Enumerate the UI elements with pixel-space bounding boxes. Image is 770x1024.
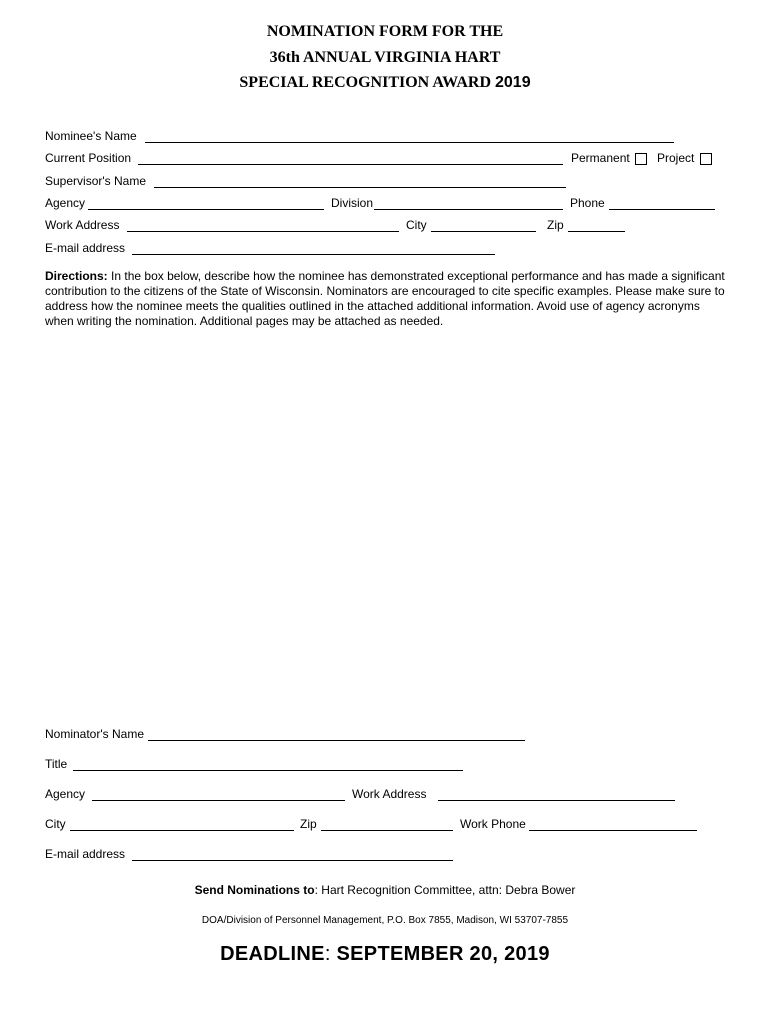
directions-heading: Directions:: [45, 269, 108, 283]
permanent-checkbox[interactable]: [635, 153, 647, 165]
nominator-city-field[interactable]: [70, 830, 294, 831]
division-label: Division: [331, 196, 374, 210]
phone-label: Phone: [570, 196, 605, 210]
permanent-label: Permanent: [571, 151, 630, 165]
form-title-award: SPECIAL RECOGNITION AWARD: [239, 74, 491, 91]
send-nominations-colon: :: [314, 883, 318, 897]
nominee-agency-field[interactable]: [88, 209, 324, 210]
nominee-city-label: City: [406, 218, 427, 232]
nominator-work-address-field[interactable]: [438, 800, 675, 801]
send-nominations-heading: Send Nominations to: [194, 883, 315, 897]
nominee-agency-label: Agency: [45, 196, 86, 210]
mailing-address: DOA/Division of Personnel Management, P.O. Box 7855, Madison, WI 53707-7855: [201, 915, 569, 926]
nominator-city-label: City: [45, 817, 66, 831]
nominator-zip-field[interactable]: [321, 830, 453, 831]
nominator-name-label: Nominator's Name: [45, 727, 144, 741]
form-title-line-2: 36th ANNUAL VIRGINIA HART: [269, 49, 501, 66]
nominee-zip-field[interactable]: [568, 231, 625, 232]
deadline-date: SEPTEMBER 20, 2019: [336, 943, 550, 965]
directions-text: In the box below, describe how the nominee has demonstrated exceptional performance and has made a significant contribution to the citizens of the State of Wisconsin. Nominators are encouraged to cite specific examples. Please make sure to address how the nominee meets the qualities outlined in the attached additional information. Avoid use of agency acronyms when writing the nomination. Additional pages may be attached as needed.: [45, 269, 725, 328]
current-position-field[interactable]: [138, 164, 563, 165]
supervisor-name-label: Supervisor's Name: [45, 174, 146, 188]
project-label: Project: [657, 151, 695, 165]
nominee-zip-label: Zip: [547, 218, 564, 232]
nominator-email-field[interactable]: [132, 860, 453, 861]
nominee-email-label: E-mail address: [45, 241, 126, 255]
nominator-zip-label: Zip: [300, 817, 317, 831]
nominator-agency-field[interactable]: [92, 800, 345, 801]
nominee-name-label: Nominee's Name: [45, 129, 137, 143]
nominee-city-field[interactable]: [431, 231, 536, 232]
nominator-email-label: E-mail address: [45, 847, 126, 861]
deadline-colon: :: [324, 943, 331, 965]
nominator-work-phone-label: Work Phone: [460, 817, 526, 831]
form-title-line-3: [0, 71, 770, 95]
current-position-label: Current Position: [45, 151, 132, 165]
deadline-line: [0, 943, 770, 966]
nominator-work-phone-field[interactable]: [529, 830, 697, 831]
nominee-email-field[interactable]: [132, 254, 495, 255]
project-checkbox[interactable]: [700, 153, 712, 165]
deadline-label: DEADLINE: [220, 943, 325, 965]
nominee-work-address-field[interactable]: [127, 231, 399, 232]
nomination-narrative-area[interactable]: [45, 340, 725, 710]
phone-field[interactable]: [609, 209, 715, 210]
nominator-work-address-label: Work Address: [352, 787, 427, 801]
supervisor-name-field[interactable]: [154, 187, 566, 188]
division-field[interactable]: [374, 209, 563, 210]
directions-paragraph: [45, 269, 725, 329]
nominator-agency-label: Agency: [45, 787, 86, 801]
form-title-year: 2019: [495, 74, 531, 91]
send-nominations-recipient: Hart Recognition Committee, attn: Debra Bower: [321, 883, 576, 897]
nominator-name-field[interactable]: [148, 740, 525, 741]
nominator-title-field[interactable]: [73, 770, 463, 771]
nominee-name-field[interactable]: [145, 142, 674, 143]
nominee-work-address-label: Work Address: [45, 218, 120, 232]
send-nominations-line: [0, 883, 770, 897]
nominator-title-label: Title: [45, 757, 68, 771]
form-title-line-1: NOMINATION FORM FOR THE: [266, 23, 504, 40]
